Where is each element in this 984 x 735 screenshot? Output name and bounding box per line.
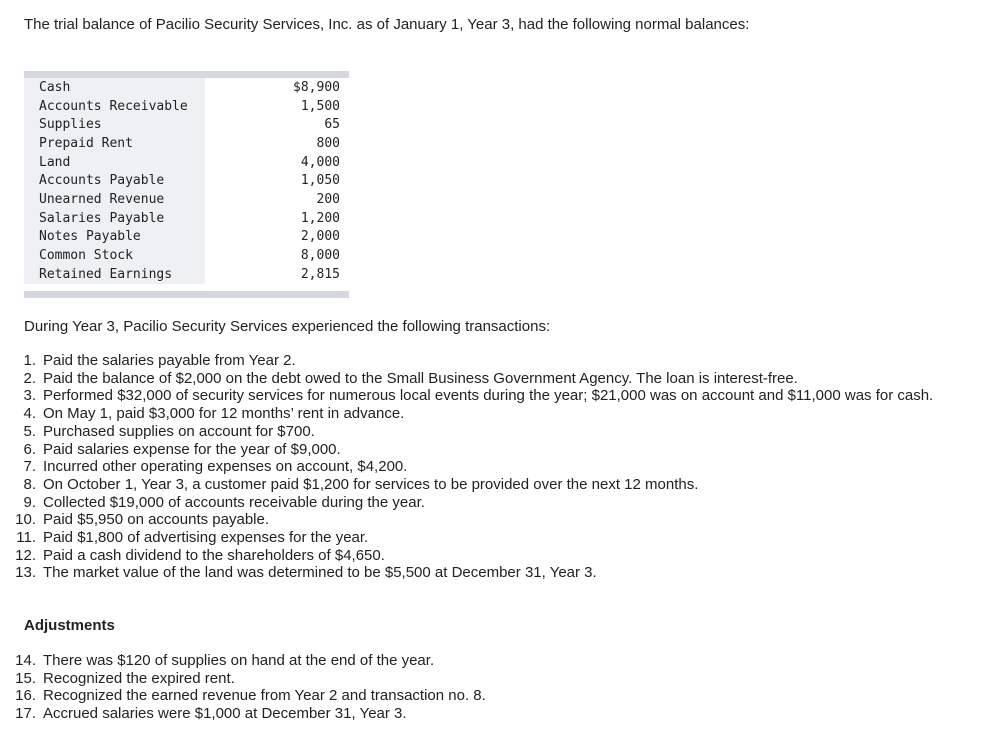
table-body xyxy=(24,78,349,284)
account-amount: 800 xyxy=(316,135,340,151)
account-amount: 1,050 xyxy=(300,173,340,189)
item-number: 9. xyxy=(23,493,36,511)
list-item xyxy=(0,387,960,405)
table-row xyxy=(24,97,349,116)
item-text: Purchased supplies on account for $700. xyxy=(43,422,315,440)
account-amount: 8,000 xyxy=(300,248,340,264)
item-number: 11. xyxy=(16,529,36,547)
item-text: Paid the balance of $2,000 on the debt owed to the Small Business Government Agency. The loan is interest-free. xyxy=(43,369,798,387)
account-name: Accounts Receivable xyxy=(39,98,188,114)
account-amount: 2,000 xyxy=(300,229,340,245)
list-item xyxy=(0,370,960,388)
item-text: Performed $32,000 of security services for numerous local events during the year; $21,000 was on account and $11,000 was for cash. xyxy=(43,387,934,405)
list-item xyxy=(0,670,960,688)
list-item xyxy=(0,494,960,512)
item-text: Incurred other operating expenses on account, $4,200. xyxy=(43,458,408,476)
intro-text: The trial balance of Pacilio Security Services, Inc. as of January 1, Year 3, had the following normal balances: xyxy=(24,16,750,33)
item-text: On October 1, Year 3, a customer paid $1,200 for services to be provided over the next 12 months. xyxy=(43,475,699,493)
item-number: 13. xyxy=(15,564,36,582)
item-number: 5. xyxy=(23,422,36,440)
account-name: Unearned Revenue xyxy=(39,191,165,207)
item-text: Recognized the expired rent. xyxy=(43,669,235,687)
table-row xyxy=(24,190,349,209)
list-item xyxy=(0,476,960,494)
trial-balance-table xyxy=(24,71,349,298)
transactions-intro: During Year 3, Pacilio Security Services experienced the following transactions: xyxy=(24,318,551,335)
account-name: Cash xyxy=(39,79,71,95)
account-amount: 1,200 xyxy=(300,210,340,226)
table-row xyxy=(24,228,349,247)
item-number: 12. xyxy=(15,546,36,564)
item-text: Recognized the earned revenue from Year 2 and transaction no. 8. xyxy=(43,687,486,705)
item-text: Collected $19,000 of accounts receivable during the year. xyxy=(43,493,425,511)
item-number: 3. xyxy=(23,387,36,405)
item-text: Paid the salaries payable from Year 2. xyxy=(43,352,296,369)
account-amount: 65 xyxy=(324,117,340,133)
table-row xyxy=(24,265,349,284)
account-name: Prepaid Rent xyxy=(39,135,133,151)
list-item xyxy=(0,687,960,705)
item-number: 1. xyxy=(23,352,36,369)
account-amount: 1,500 xyxy=(300,98,340,114)
table-row xyxy=(24,171,349,190)
item-text: Paid $5,950 on accounts payable. xyxy=(43,511,270,529)
account-name: Notes Payable xyxy=(39,229,141,245)
adjustments-heading: Adjustments xyxy=(24,617,115,634)
item-number: 6. xyxy=(23,440,36,458)
table-row xyxy=(24,246,349,265)
list-item xyxy=(0,511,960,529)
adjustments-list xyxy=(0,652,960,723)
item-number: 4. xyxy=(23,405,36,423)
item-text: Accrued salaries were $1,000 at December 31, Year 3. xyxy=(43,705,407,723)
item-number: 16. xyxy=(15,687,36,705)
account-name: Land xyxy=(39,154,71,170)
table-row xyxy=(24,209,349,228)
table-row xyxy=(24,153,349,172)
account-amount: 200 xyxy=(316,191,340,207)
item-number: 8. xyxy=(23,475,36,493)
item-text: Paid $1,800 of advertising expenses for the year. xyxy=(43,529,369,547)
table-row xyxy=(24,134,349,153)
account-amount: 2,815 xyxy=(300,266,340,282)
list-item xyxy=(0,652,960,670)
account-name: Common Stock xyxy=(39,248,133,264)
list-item xyxy=(0,529,960,547)
list-item xyxy=(0,405,960,423)
item-number: 15. xyxy=(15,669,36,687)
account-name: Supplies xyxy=(39,117,102,133)
list-item xyxy=(0,564,960,582)
item-text: The market value of the land was determined to be $5,500 at December 31, Year 3. xyxy=(43,564,597,582)
list-item xyxy=(0,441,960,459)
account-name: Salaries Payable xyxy=(39,210,165,226)
item-number: 17. xyxy=(15,705,36,723)
item-text: Paid a cash dividend to the shareholders of $4,650. xyxy=(43,546,385,564)
account-amount: $8,900 xyxy=(293,79,340,95)
table-bottom-bar xyxy=(24,291,349,298)
table-row xyxy=(24,115,349,134)
account-name: Accounts Payable xyxy=(39,173,165,189)
item-number: 10. xyxy=(15,511,36,529)
item-text: On May 1, paid $3,000 for 12 months’ rent in advance. xyxy=(43,405,405,423)
list-item xyxy=(0,423,960,441)
list-item xyxy=(0,458,960,476)
list-item xyxy=(0,352,960,370)
item-text: Paid salaries expense for the year of $9,000. xyxy=(43,440,341,458)
item-number: 7. xyxy=(23,458,36,476)
item-text: There was $120 of supplies on hand at the end of the year. xyxy=(43,652,435,669)
account-name: Retained Earnings xyxy=(39,266,173,282)
item-number: 2. xyxy=(23,369,36,387)
item-number: 14. xyxy=(15,652,36,669)
list-item xyxy=(0,705,960,723)
table-top-bar xyxy=(24,71,349,78)
account-amount: 4,000 xyxy=(300,154,340,170)
list-item xyxy=(0,547,960,565)
table-row xyxy=(24,78,349,97)
transactions-list xyxy=(0,352,960,582)
